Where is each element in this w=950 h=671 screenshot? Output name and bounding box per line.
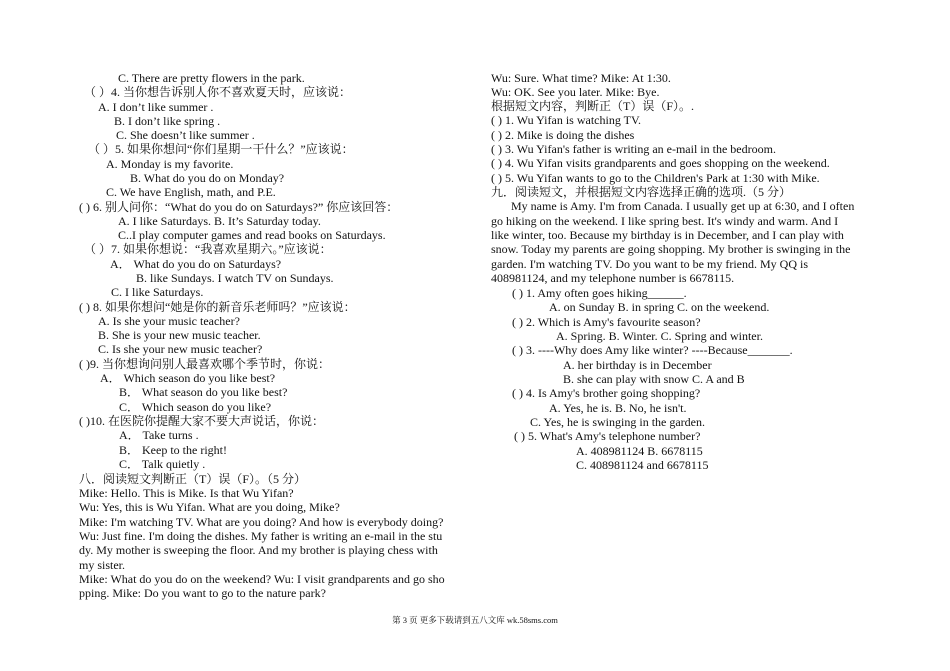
right-column-line: My name is Amy. I'm from Canada. I usually get up at 6:30, and I often — [511, 199, 855, 213]
right-column-line: 根据短文内容，判断正（T）误（F）。. — [491, 99, 695, 113]
right-column-line: ( ) 1. Amy often goes hiking______. — [512, 286, 687, 300]
page-footer: 第 3 页 更多下载请到五八文库 wk.58sms.com — [392, 615, 558, 625]
left-column-line: B. She is your new music teacher. — [98, 328, 261, 342]
left-column-line: C． Talk quietly . — [119, 457, 206, 471]
right-column-line: like winter, too. Because my birthday is in December, and I can play with — [491, 228, 844, 242]
left-column-line: ( ) 8. 如果你想问“她是你的新音乐老师吗？”应该说： — [79, 300, 356, 314]
left-column-line: A． Which season do you like best? — [100, 371, 276, 385]
left-column-line: ( )9. 当你想询问别人最喜欢哪个季节时，你说： — [79, 357, 330, 371]
right-column-line: ( ) 2. Mike is doing the dishes — [491, 128, 635, 142]
right-column-line: ( ) 5. Wu Yifan wants to go to the Children's Park at 1:30 with Mike. — [491, 171, 820, 185]
left-column-line: Wu: Yes, this is Wu Yifan. What are you doing, Mike? — [79, 500, 340, 514]
left-column-line: A. Monday is my favorite. — [106, 157, 234, 171]
right-column-line: Wu: Sure. What time? Mike: At 1:30. — [491, 71, 671, 85]
right-column-line: C. Yes, he is swinging in the garden. — [530, 415, 705, 429]
left-column-line: （ ）7. 如果你想说：“我喜欢星期六。”应该说： — [84, 242, 332, 256]
left-column-line: A． What do you do on Saturdays? — [110, 257, 282, 271]
left-column-line: Mike: I'm watching TV. What are you doing? And how is everybody doing? — [79, 515, 444, 529]
left-column-line: B. like Sundays. I watch TV on Sundays. — [136, 271, 334, 285]
right-column-line: snow. Today my parents are going shopping. My brother is swinging in the — [491, 242, 851, 256]
left-column-line: C． Which season do you like? — [119, 400, 272, 414]
right-column-line: ( ) 5. What's Amy's telephone number? — [514, 429, 701, 443]
right-column-line: A. 408981124 B. 6678115 — [576, 444, 703, 458]
left-column-line: （ ）4. 当你想告诉别人你不喜欢夏天时，应该说： — [84, 85, 352, 99]
right-column-line: go hiking on the weekend. I like spring best. It's windy and warm. And I — [491, 214, 839, 228]
left-column-line: （ ）5. 如果你想问“你们星期一干什么？”应该说： — [88, 142, 354, 156]
left-column-line: Wu: Just fine. I'm doing the dishes. My father is writing an e-mail in the stu — [79, 529, 443, 543]
left-column-line: A. I like Saturdays. B. It’s Saturday today. — [118, 214, 321, 228]
right-column-line: Wu: OK. See you later. Mike: Bye. — [491, 85, 660, 99]
left-column-line: A. Is she your music teacher? — [98, 314, 240, 328]
right-column-line: A. her birthday is in December — [563, 358, 712, 372]
left-column-line: C. Is she your new music teacher? — [98, 342, 263, 356]
right-column-line: C. 408981124 and 6678115 — [576, 458, 709, 472]
left-column-line: A. I don’t like summer . — [98, 100, 214, 114]
right-column-line: garden. I'm watching TV. Do you want to be my friend. My QQ is — [491, 257, 809, 271]
left-column-line: A． Take turns . — [119, 428, 199, 442]
right-column-line: ( ) 2. Which is Amy's favourite season? — [512, 315, 701, 329]
right-column-line: A. Yes, he is. B. No, he isn't. — [549, 401, 687, 415]
left-column-line: 八．阅读短文判断正（T）误（F）。（5 分） — [79, 472, 307, 486]
left-column-line: ( ) 6. 别人问你：“What do you do on Saturdays?” 你应该回答： — [79, 200, 399, 214]
right-column-line: ( ) 1. Wu Yifan is watching TV. — [491, 113, 642, 127]
left-column-line: C. There are pretty flowers in the park. — [118, 71, 305, 85]
left-column-line: C. She doesn’t like summer . — [116, 128, 255, 142]
right-column-line: ( ) 4. Is Amy's brother going shopping? — [512, 386, 701, 400]
left-column-line: my sister. — [79, 558, 126, 572]
right-column-line: B. she can play with snow C. A and B — [563, 372, 745, 386]
left-column-line: dy. My mother is sweeping the floor. And my brother is playing chess with — [79, 543, 438, 557]
left-column-line: C. I like Saturdays. — [111, 285, 204, 299]
right-column-line: A. Spring. B. Winter. C. Spring and winter. — [556, 329, 763, 343]
right-column-line: 九．阅读短文，并根据短文内容选择正确的选项.（5 分） — [491, 185, 792, 199]
left-column-line: pping. Mike: Do you want to go to the nature park? — [79, 586, 326, 600]
right-column-line: A. on Sunday B. in spring C. on the weekend. — [549, 300, 770, 314]
left-column-line: ( )10. 在医院你提醒大家不要大声说话，你说： — [79, 414, 324, 428]
left-column-line: B． Keep to the right! — [119, 443, 227, 457]
left-column-line: B． What season do you like best? — [119, 385, 288, 399]
left-column-line: B. I don’t like spring . — [114, 114, 221, 128]
right-column-line: ( ) 4. Wu Yifan visits grandparents and goes shopping on the weekend. — [491, 156, 830, 170]
left-column-line: C. We have English, math, and P.E. — [106, 185, 276, 199]
left-column-line: Mike: Hello. This is Mike. Is that Wu Yifan? — [79, 486, 294, 500]
right-column-line: ( ) 3. ----Why does Amy like winter? ----Because_______. — [512, 343, 793, 357]
left-column-line: B. What do you do on Monday? — [130, 171, 285, 185]
left-column-line: Mike: What do you do on the weekend? Wu: I visit grandparents and go sho — [79, 572, 445, 586]
right-column-line: ( ) 3. Wu Yifan's father is writing an e-mail in the bedroom. — [491, 142, 776, 156]
right-column-line: 408981124, and my telephone number is 6678115. — [491, 271, 735, 285]
left-column-line: C..I play computer games and read books on Saturdays. — [118, 228, 386, 242]
